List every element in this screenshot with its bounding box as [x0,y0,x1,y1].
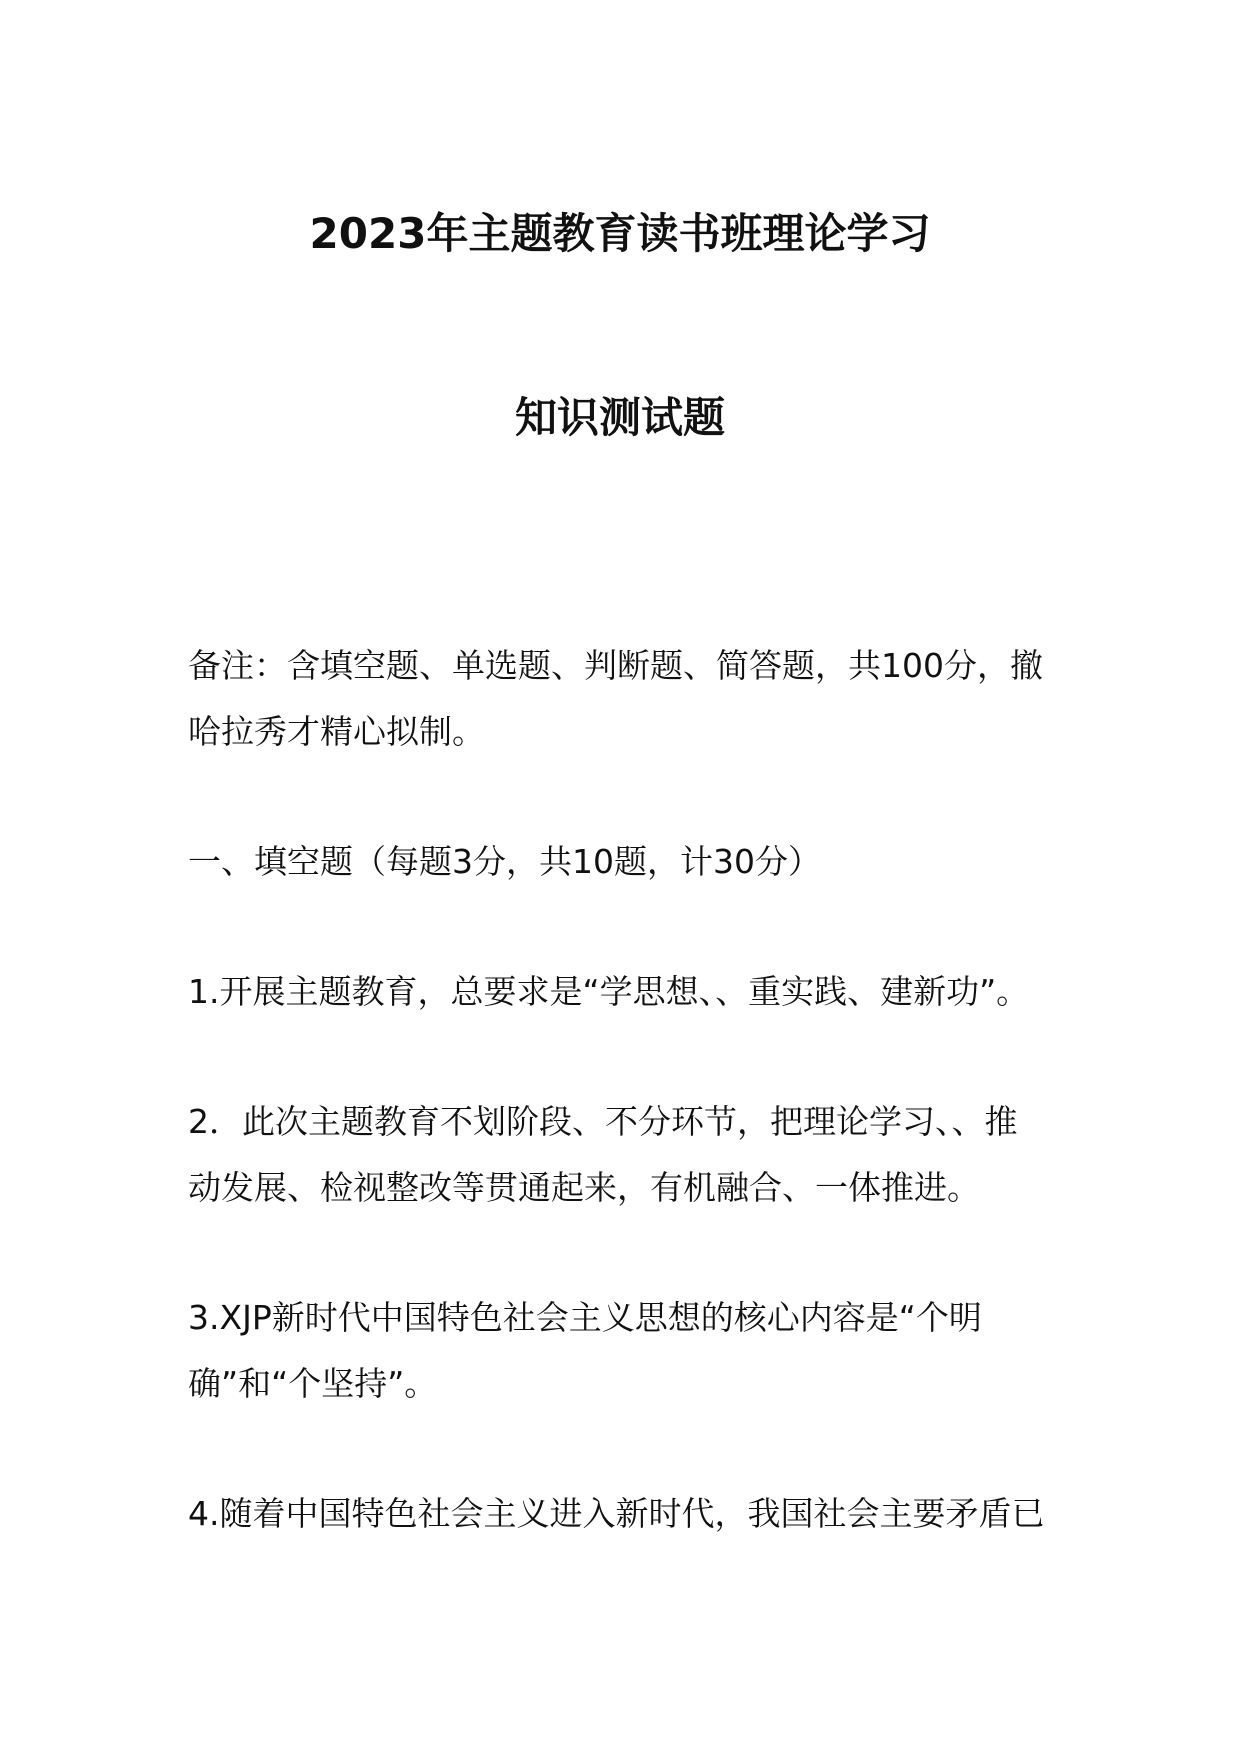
question-4 [188,1481,1068,1547]
section-heading-text: 一、填空题（每题3分，共10题，计30分） [188,842,821,881]
question-3-line-1: 3.XJP新时代中国特色社会主义思想的核心内容是“个明 [188,1298,982,1337]
question-2-line-1: 2．此次主题教育不划阶段、不分环节，把理论学习、、推 [188,1102,1018,1141]
question-2-line-2: 动发展、检视整改等贯通起来，有机融合、一体推进。 [188,1168,980,1207]
question-4-line-1: 4.随着中国特色社会主义进入新时代，我国社会主要矛盾已 [188,1494,1045,1533]
question-2 [188,1089,1068,1221]
note-line-2: 哈拉秀才精心拟制。 [188,712,485,751]
question-3 [188,1285,1068,1417]
question-1-line-1: 1.开展主题教育，总要求是“学思想、、重实践、建新功”。 [188,972,1030,1011]
question-1 [188,959,1068,1025]
note-paragraph [188,633,1068,765]
document-title-line-1: 2023年主题教育读书班理论学习 [309,209,931,258]
question-3-line-2: 确”和“个坚持”。 [188,1364,438,1403]
document-title-line-2: 知识测试题 [514,393,725,442]
note-line-1: 备注：含填空题、单选题、判断题、简答题，共100分，撤 [188,646,1043,685]
section-heading-fill-in-blank [188,829,1068,895]
